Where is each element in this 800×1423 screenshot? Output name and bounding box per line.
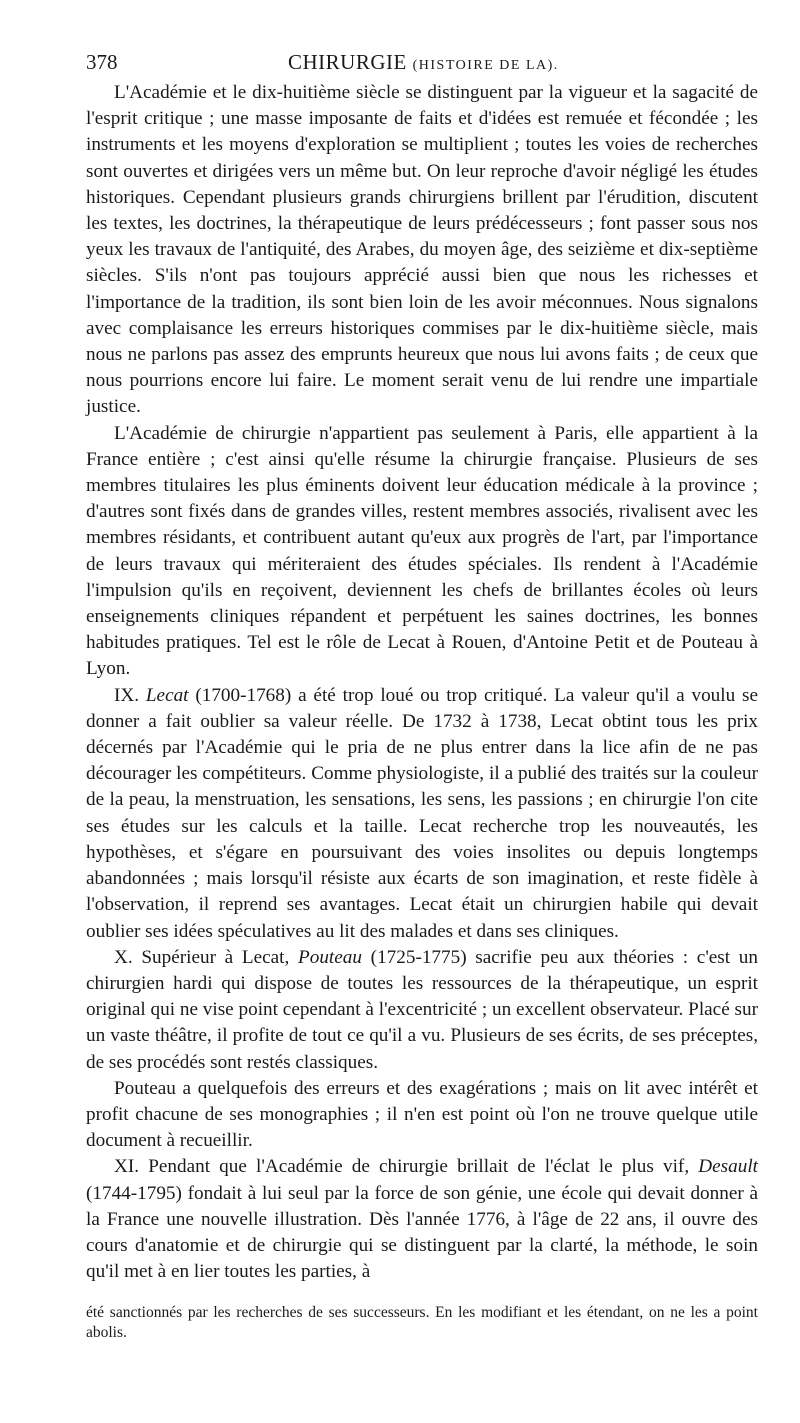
page-number: 378 bbox=[86, 50, 118, 74]
surgeon-name: Desault bbox=[698, 1156, 758, 1178]
paragraph-desault bbox=[86, 1154, 758, 1285]
section-lead: XI. Pendant que l'Académie de chirurgie brillait de l'éclat le plus vif, bbox=[114, 1156, 699, 1178]
paragraph-body: (1744-1795) fondait à lui seul par la force de son génie, une école qui devait donner à la France une nouvelle illustration. Dès l'année 1776, à l'âge de 22 ans, il ouvre des cours d'anatomie et de chirurgie qui se distinguent par la clarté, la méthode, le soin qu'il met à en lier toutes les parties, à bbox=[86, 1182, 758, 1283]
running-head bbox=[86, 48, 758, 80]
paragraph-body: (1700-1768) a été trop loué ou trop critiqué. La valeur qu'il a voulu se donner a fait oublier sa valeur réelle. De 1732 à 1738, Lecat obtint tous les prix décernés par l'Académie qui le pria de ne plus entrer dans la lice afin de ne pas décourager les compétiteurs. Comme physiologiste, il a publié des traités sur la couleur de la peau, la menstruation, les sensations, les sens, les passions ; en chirurgie l'on cite ses études sur les calculs et la taille. Lecat recherche trop les nouveautés, les hypothèses, et s'égare en poursuivant des voies insolites ou depuis longtemps abandonnées ; mais lorsqu'il résiste aux écarts de son imagination, et reste fidèle à l'observation, il reprend ses avantages. Lecat était un chirurgien habile qui devait oublier ses idées spéculatives au lit des malades et dans ses cliniques. bbox=[86, 684, 758, 942]
surgeon-name: Lecat bbox=[145, 684, 189, 706]
paragraph-pouteau-errors: Pouteau a quelquefois des erreurs et des exagérations ; mais on lit avec intérêt et profit chacune de ses monographies ; il n'en est point où l'on ne trouve quelque utile document à recueillir. bbox=[86, 1077, 758, 1152]
paragraph-academie-xviii: L'Académie et le dix-huitième siècle se distinguent par la vigueur et la sagacité de l'esprit critique ; une masse imposante de faits et d'idées est remuée et fécondée ; les instruments et les moyens d'exploration se multiplient ; toutes les voies de recherches sont ouvertes et dirigées vers un même but. On leur reproche d'avoir négligé les études historiques. Cependant plusieurs grands chirurgiens brillent par l'érudition, discutent les textes, les doctrines, la thérapeutique de leurs prédécesseurs ; font passer sous nos yeux les travaux de l'antiquité, des Arabes, du moyen âge, des seizième et dix-septième siècles. S'ils n'ont pas toujours apprécié aussi bien que nous les richesses et l'importance de la tradition, ils sont bien loin de les avoir méconnues. Nous signalons avec complaisance les erreurs historiques commises par le dix-huitième siècle, mais nous ne parlons pas assez des emprunts heureux que nous lui avons faits ; de ceux que nous pourrions encore lui faire. Le moment serait venu de lui rendre une impartiale justice. bbox=[86, 82, 758, 418]
paragraph-pouteau bbox=[86, 945, 758, 1076]
body-text bbox=[86, 80, 758, 1285]
section-lead: X. Supérieur à Lecat, bbox=[114, 946, 299, 968]
paragraph-lecat bbox=[86, 683, 758, 945]
paragraph-body: (1725-1775) sacrifie peu aux théories : c'est un chirurgien hardi qui dispose de toutes les ressources de la thérapeutique, un esprit original qui ne vise point cependant à l'excentricité ; un excellent observateur. Placé sur un vaste théâtre, il profite de tout ce qu'il a vu. Plusieurs de ses écrits, de ses préceptes, de ses procédés sont restés classiques. bbox=[86, 946, 758, 1073]
surgeon-name: Pouteau bbox=[298, 946, 362, 968]
footnote: été sanctionnés par les recherches de ses successeurs. En les modifiant et les étendant, on ne les a point abolis. bbox=[86, 1304, 758, 1342]
running-title bbox=[288, 48, 559, 80]
paragraph-academie-province: L'Académie de chirurgie n'appartient pas seulement à Paris, elle appartient à la France entière ; c'est ainsi qu'elle résume la chirurgie française. Plusieurs de ses membres titulaires les plus éminents doivent leur éducation médicale à la province ; d'autres sont fixés dans de grandes villes, restent membres associés, rivalisent avec les membres résidants, et contribuent autant qu'eux aux progrès de l'art, par l'importance de leurs travaux qui mériteraient des études spéciales. Ils rendent à l'Académie l'impulsion qu'ils en reçoivent, deviennent les chefs de brillantes écoles où leurs enseignements cliniques répandent et perpétuent les saines doctrines, les bonnes habitudes pratiques. Tel est le rôle de Lecat à Rouen, d'Antoine Petit et de Pouteau à Lyon. bbox=[86, 422, 758, 680]
section-lead: IX. bbox=[114, 684, 146, 706]
running-title-main: CHIRURGIE bbox=[288, 50, 407, 74]
running-title-sub: (HISTOIRE DE LA). bbox=[412, 58, 559, 73]
